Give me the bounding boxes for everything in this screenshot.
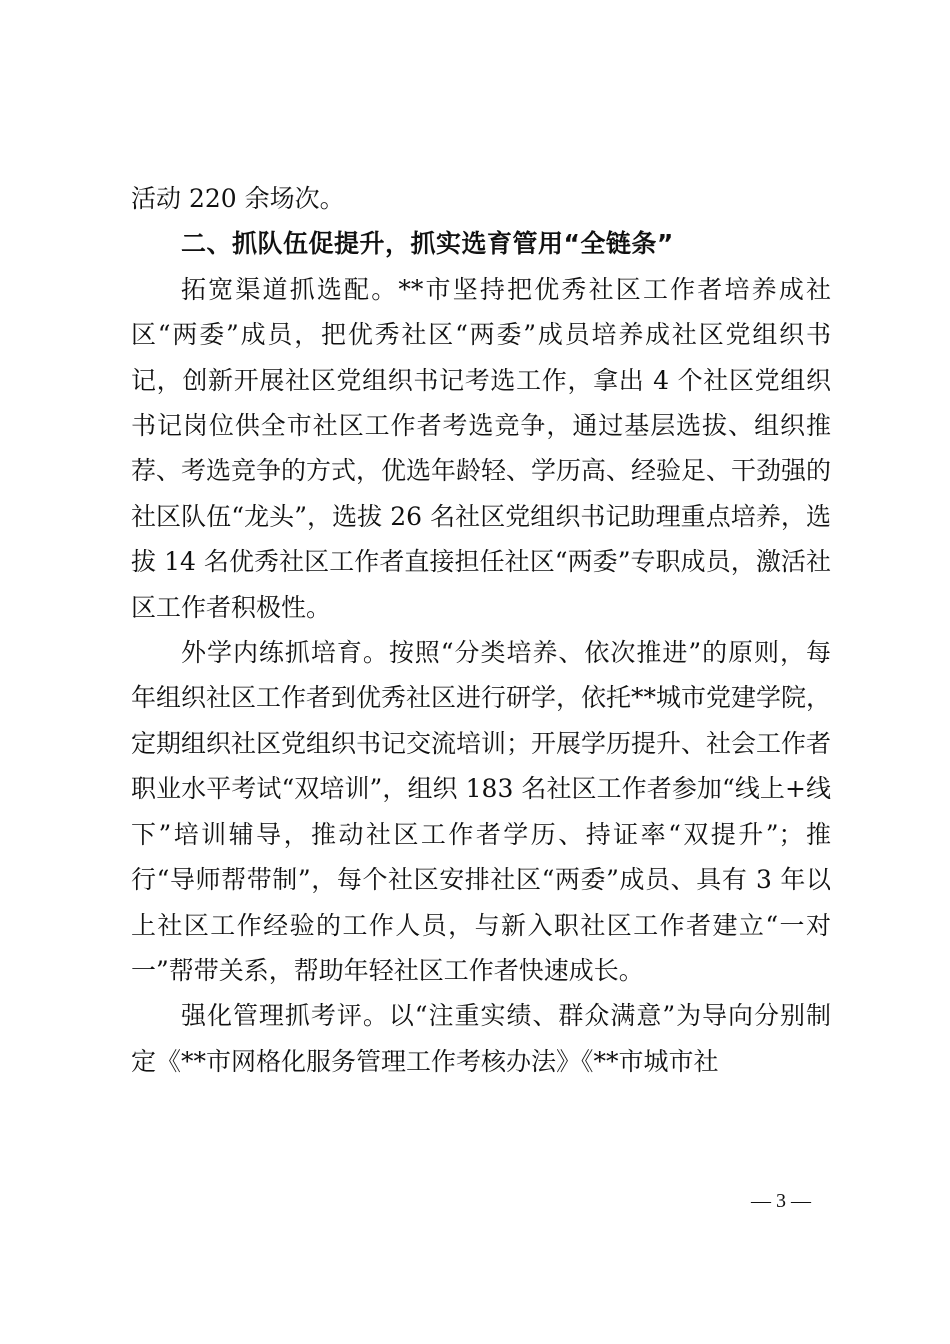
section-heading: 二、抓队伍促提升，抓实选育管用“全链条”	[181, 229, 674, 259]
paragraph-management: 强化管理抓考评。以“注重实绩、群众满意”为导向分别制定《**市网格化服务管理工作考核办法》《**市城市社	[131, 1001, 831, 1076]
continuation-paragraph: 活动 220 余场次。	[131, 184, 345, 213]
page-number: — 3 —	[751, 1190, 811, 1212]
paragraph-training: 外学内练抓培育。按照“分类培养、依次推进”的原则，每年组织社区工作者到优秀社区进行研学，依托**城市党建学院，定期组织社区党组织书记交流培训；开展学历提升、社会工作者职业水平考试“双培训”，组织 183 名社区工作者参加“线上+线下”培训辅导，推动社区工作者学历、持证率“双提升”；推行“导师帮带制”，每个社区安排社区“两委”成员、具有 3 年以上社区工作经验的工作人员，与新入职社区工作者建立“一对一”帮带关系，帮助年轻社区工作者快速成长。	[131, 638, 832, 985]
paragraph-selection: 拓宽渠道抓选配。**市坚持把优秀社区工作者培养成社区“两委”成员，把优秀社区“两委”成员培养成社区党组织书记，创新开展社区党组织书记考选工作，拿出 4 个社区党组织书记岗位供全市社区工作者考选竞争，通过基层选拔、组织推荐、考选竞争的方式，优选年龄轻、学历高、经验足、干劲强的社区队伍“龙头”，选拔 26 名社区党组织书记助理重点培养，选拔 14 名优秀社区工作者直接担任社区“两委”专职成员，激活社区工作者积极性。	[131, 274, 832, 622]
document-body	[131, 176, 831, 1084]
